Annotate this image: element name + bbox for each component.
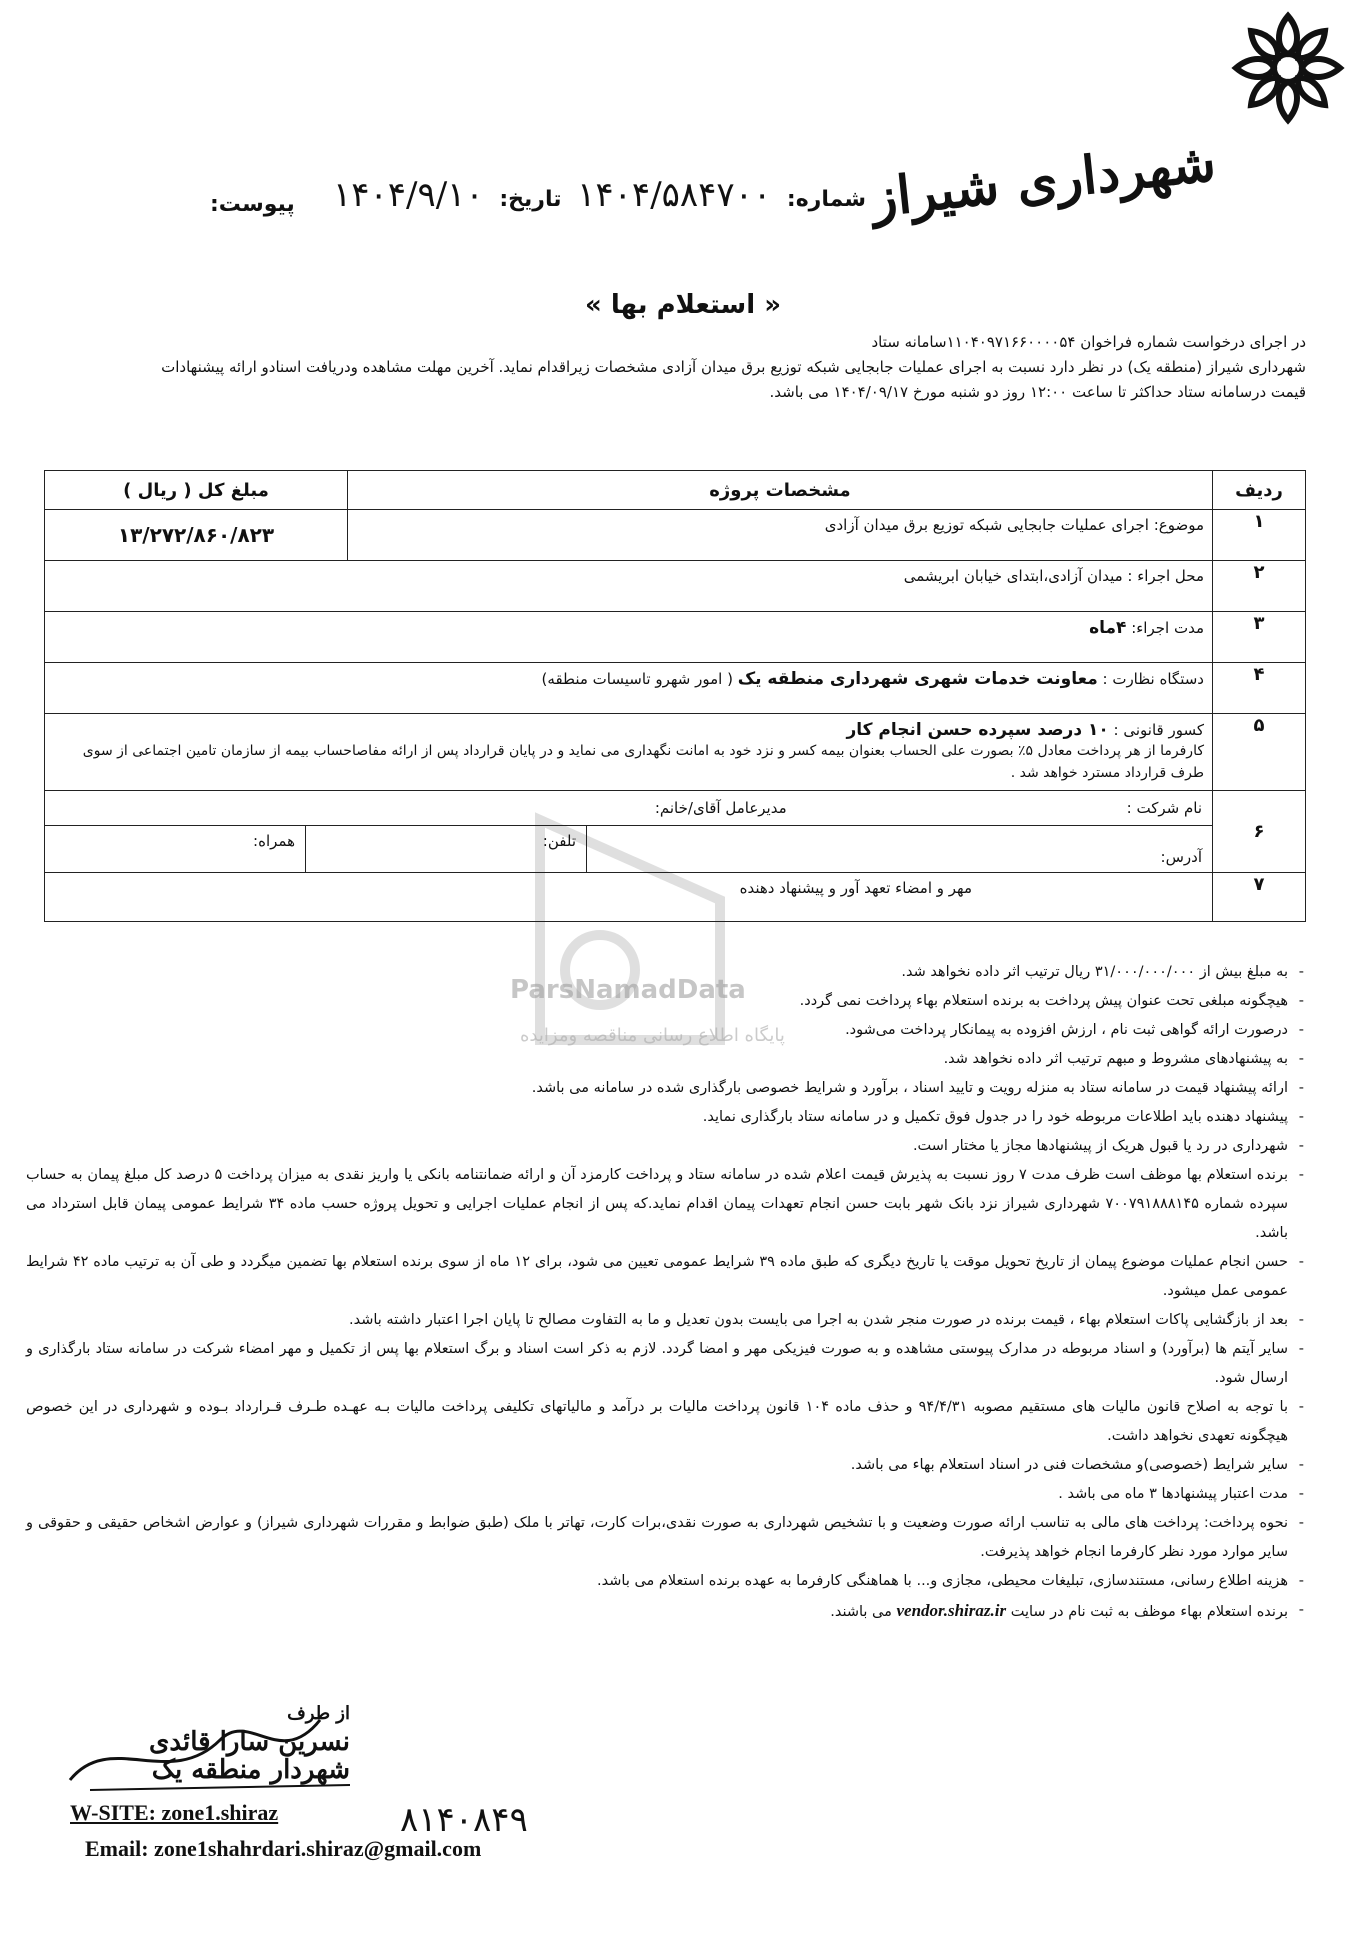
footer-email[interactable]: Email: zone1shahrdari.shiraz@gmail.com <box>85 1836 482 1861</box>
term-item-vendor <box>26 1596 1306 1627</box>
deductions-note: کارفرما از هر پرداخت معادل ۵٪ بصورت علی الحساب بعنوان بیمه کسر و نزد خود به امانت نگهداری می نماید و در پایان قرارداد پس از ارائه مفاصاحساب بیمه از سازمان تامین اجتماعی از سوی طرف قرارداد مسترد خواهد شد . <box>82 743 1204 781</box>
company-line <box>45 791 1212 817</box>
letter-date: ۱۴۰۴/۹/۱۰ <box>332 175 484 215</box>
letter-meta <box>325 175 866 215</box>
row-subject: موضوع: اجرای عملیات جابجایی شبکه توزیع برق میدان آزادی <box>348 510 1213 561</box>
row-seal: مهر و امضاء تعهد آور و پیشنهاد دهنده <box>45 873 1213 922</box>
vendor-text-before: برنده استعلام بهاء موظف به ثبت نام در سایت <box>1010 1604 1288 1620</box>
term-item: - پیشنهاد دهنده باید اطلاعات مربوطه خود را در جدول فوق تکمیل و در سامانه ستاد بارگذاری نماید. <box>26 1103 1306 1132</box>
row-location: محل اجراء : میدان آزادی،ابتدای خیابان ابریشمی <box>45 561 1213 612</box>
handwritten-number: ۸۱۴۰۸۴۹ <box>400 1800 528 1840</box>
row-number: ۴ <box>1213 663 1306 714</box>
term-item: - بعد از بازگشایی پاکات استعلام بهاء ، قیمت برنده در صورت منجر شدن به اجرا می بایست بدون تعدیل و ما به التفاوت مصالح تا پایان اجرا اعتبار داشته باشد. <box>26 1306 1306 1335</box>
term-item: - حسن انجام عملیات موضوع پیمان از تاریخ تحویل موقت یا تاریخ دیگری که طبق ماده ۳۹ شرایط عمومی تعیین می شود، برای ۱۲ ماه از سوی برنده استعلام بها تضمین میگردد و طی آن به ترتیب ماده ۴۲ شرایط عمومی عمل میشود. <box>26 1248 1306 1306</box>
term-item: - برنده استعلام بها موظف است ظرف مدت ۷ روز نسبت به پذیرش قیمت اعلام شده در سامانه ستاد و پرداخت کارمزد آن و ارائه ضمانتنامه بانکی یا واریز نقدی به میزان پرداخت ۵ درصد کل مبلغ پیمان به حساب سپرده شماره ۷۰۰۷۹۱۸۸۸۱۴۵ شهرداری شیراز نزد بانک شهر بابت حسن انجام تعهدات پیمان اقدام نماید.که پس از انجام عملیات اجرایی و تحویل پروژه حسب ماده ۳۴ شرایط عمومی پیمان قابل استرداد می باشد. <box>26 1161 1306 1248</box>
deductions-value: ۱۰ درصد سپرده حسن انجام کار <box>846 720 1109 740</box>
terms-list <box>26 958 1306 1627</box>
ceo-label: مدیرعامل آقای/خانم: <box>654 799 787 817</box>
number-label: شماره: <box>786 187 866 212</box>
term-item: - هزینه اطلاع رسانی، مستندسازی، تبلیغات محیطی، مجازی و... با هماهنگی کارفرما به عهده برنده استعلام می باشد. <box>26 1567 1306 1596</box>
row-number: ۳ <box>1213 612 1306 663</box>
municipality-logo-icon <box>1228 8 1348 128</box>
term-item: - مدت اعتبار پیشنهادها ۳ ماه می باشد . <box>26 1480 1306 1509</box>
duration-value: ۴ماه <box>1089 618 1127 638</box>
term-item: - سایر شرایط (خصوصی)و مشخصات فنی در اسناد استعلام بهاء می باشد. <box>26 1451 1306 1480</box>
header-spec: مشخصات پروژه <box>348 471 1213 510</box>
term-item: - ارائه پیشنهاد قیمت در سامانه ستاد به منزله رویت و تایید اسناد ، برآورد و شرایط خصوصی بارگذاری شده در سامانه می باشد. <box>26 1074 1306 1103</box>
row-number: ۶ <box>1213 791 1306 873</box>
intro-line: شهرداری شیراز (منطقه یک) در نظر دارد نسبت به اجرای عملیات جابجایی شبکه توزیع برق میدان آزادی مشخصات زیراقدام نماید. آخرین مهلت مشاهده ودریافت اسنادو ارائه پیشنهادات <box>161 358 1306 376</box>
term-item: - هیچگونه مبلغی تحت عنوان پیش پرداخت به برنده استعلام بهاء پرداخت نمی گردد. <box>26 987 1306 1016</box>
contact-boxes <box>45 825 1212 872</box>
term-item: - به پیشنهادهای مشروط و مبهم ترتیب اثر داده نخواهد شد. <box>26 1045 1306 1074</box>
intro-line: قیمت درسامانه ستاد حداکثر تا ساعت ۱۲:۰۰ روز دو شنبه مورخ ۱۴۰۴/۰۹/۱۷ می باشد. <box>769 383 1306 401</box>
row-number: ۱ <box>1213 510 1306 561</box>
attachment-label: پیوست: <box>210 192 295 217</box>
supervisor-label: دستگاه نظارت : <box>1102 670 1204 688</box>
duration-label: مدت اجراء: <box>1131 619 1204 637</box>
brand-name: شهرداری شیراز <box>868 132 1219 229</box>
watermark-caption: پایگاه اطلاع رسانی مناقصه ومزایده <box>520 1025 785 1046</box>
footer-website[interactable]: W-SITE: zone1.shiraz <box>70 1800 279 1825</box>
deductions-label: کسور قانونی : <box>1113 721 1204 739</box>
company-name-label: نام شرکت : <box>1126 799 1202 817</box>
total-amount: ۱۳/۲۷۲/۸۶۰/۸۲۳ <box>45 510 348 561</box>
date-label: تاریخ: <box>499 187 562 212</box>
intro-line: در اجرای درخواست شماره فراخوان ۱۱۰۴۰۹۷۱۶۶۰۰۰۰۵۴سامانه ستاد <box>871 333 1306 351</box>
vendor-site-link[interactable]: vendor.shiraz.ir <box>896 1601 1007 1620</box>
handwritten-signature-icon <box>50 1690 370 1800</box>
header-amount: مبلغ کل ( ریال ) <box>45 471 348 510</box>
term-item: - نحوه پرداخت: پرداخت های مالی به تناسب ارائه صورت وضعیت و با تشخیص شهرداری به صورت نقدی،برات کارت، تهاتر با ملک (طبق ضوابط و مقررات شهرداری شیراز) و عوارض اشخاص حقیقی و حقوقی و سایر موارد مورد نظر کارفرما انجام خواهد پذیرفت. <box>26 1509 1306 1567</box>
intro-paragraph <box>46 330 1306 405</box>
watermark-text: ParsNamadData <box>510 975 746 1005</box>
term-item: - با توجه به اصلاح قانون مالیات های مستقیم مصوبه ۹۴/۴/۳۱ و حذف ماده ۱۰۴ قانون پرداخت مالیات بر درآمد و مالیاتهای تکلیفی پرداخت مالیات بـه عهـده طـرف قـرارداد بـوده و شهرداری در این خصوص هیچگونه تعهدی نخواهد داشت. <box>26 1393 1306 1451</box>
term-item: - سایر آیتم ها (برآورد) و اسناد مربوطه در مدارک پیوستی مشاهده و به صورت فیزیکی مهر و امضا گردد. لازم به ذکر است اسناد و برگ استعلام بها پس از تکمیل و مهر امضاء شرکت در سامانه ستاد بارگذاری و ارسال شود. <box>26 1335 1306 1393</box>
supervisor-value: معاونت خدمات شهری شهرداری منطقه یک <box>737 669 1098 689</box>
row-duration <box>45 612 1213 663</box>
header-row-number: ردیف <box>1213 471 1306 510</box>
address-label: آدرس: <box>586 826 1212 872</box>
supervisor-extra: ( امور شهرو تاسیسات منطقه) <box>541 670 733 688</box>
row-number: ۲ <box>1213 561 1306 612</box>
signature-name: نسرین سارا قائدی <box>149 1727 350 1757</box>
row-number: ۵ <box>1213 714 1306 791</box>
signature-from: از طرف <box>287 1703 350 1724</box>
term-item: - شهرداری در رد یا قبول هریک از پیشنهادها مجاز یا مختار است. <box>26 1132 1306 1161</box>
row-company <box>45 791 1213 873</box>
row-supervisor <box>45 663 1213 714</box>
mobile-label: همراه: <box>253 832 295 850</box>
vendor-text-after: می باشند. <box>830 1604 892 1620</box>
phone-label: تلفن: <box>305 826 586 872</box>
term-item: - درصورت ارائه گواهی ثبت نام ، ارزش افزوده به پیمانکار پرداخت می‌شود. <box>26 1016 1306 1045</box>
signature-title: شهردار منطقه یک <box>151 1755 350 1785</box>
row-number: ۷ <box>1213 873 1306 922</box>
page-title: « استعلام بها » <box>584 290 781 320</box>
project-spec-table <box>44 470 1306 922</box>
term-item: - به مبلغ بیش از ۳۱/۰۰۰/۰۰۰/۰۰۰ ریال ترتیب اثر داده نخواهد شد. <box>26 958 1306 987</box>
row-deductions <box>45 714 1213 791</box>
letter-number: ۱۴۰۴/۵۸۴۷۰۰ <box>577 175 772 215</box>
